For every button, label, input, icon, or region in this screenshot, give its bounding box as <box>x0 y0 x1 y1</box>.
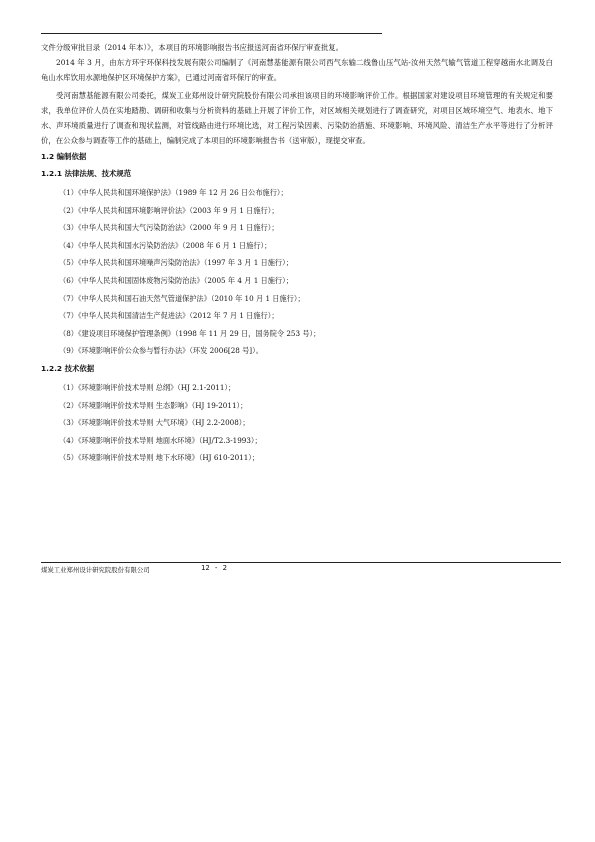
list-item: （2）《中华人民共和国环境影响评价法》（2003 年 9 月 1 日施行）； <box>59 205 279 215</box>
list-item: （8）《建设项目环境保护管理条例》（1998 年 11 月 29 日，国务院令 253 号）； <box>59 328 321 338</box>
list-item: （5）《中华人民共和国环境噪声污染防治法》（1997 年 3 月 1 日施行）； <box>59 258 293 268</box>
page-number: 12 - 2 <box>201 563 227 572</box>
list-item: （1）《环境影响评价技术导则 总纲》（HJ 2.1-2011）； <box>59 382 236 392</box>
footer-rule <box>41 562 561 563</box>
list-item: （7）《中华人民共和国清洁生产促进法》（2012 年 7 月 1 日施行）； <box>59 311 279 321</box>
section-heading-1-2-2: 1.2.2 技术依据 <box>41 363 95 373</box>
footer-organization: 煤炭工业郑州设计研究院股份有限公司 <box>41 566 150 574</box>
list-item: （4）《中华人民共和国水污染防治法》（2008 年 6 月 1 日施行）； <box>59 240 272 250</box>
page-content <box>41 40 553 467</box>
section-heading-1-2: 1.2 编制依据 <box>41 152 87 161</box>
technical-standards-list <box>41 379 553 467</box>
list-item: （1）《中华人民共和国环境保护法》（1989 年 12 月 26 日公布施行）； <box>59 188 288 197</box>
list-item: （3）《中华人民共和国大气污染防治法》（2000 年 9 月 1 日施行）； <box>59 223 279 233</box>
list-item: （7）《中华人民共和国石油天然气管道保护法》（2010 年 10 月 1 日施行）； <box>59 293 305 303</box>
header-rule <box>41 33 382 34</box>
paragraph-commission: 受河南慧基能源有限公司委托，煤炭工业郑州设计研究院股份有限公司承担该项目的环境影响评价工作。根据国家对建设项目环境管理的有关规定和要求，我单位评价人员在实地踏勘、调研和收集与分析资料的基础上开展了评价工作，对区域相关规划进行了调查研究，对项目区域环境空气、地表水、地下水、声环境质量进行了调查和现状监测，对管线路由进行环境比选，对工程污染因素、污染防治措施、环境影响、环境风险、清洁生产水平等进行了分析评价，在公众参与调查等工作的基础上，编制完成了本项目的环境影响报告书（送审版），现提交审查。 <box>41 91 553 145</box>
list-item: （6）《中华人民共和国固体废物污染防治法》（2005 年 4 月 1 日施行）； <box>59 275 293 285</box>
list-item: （5）《环境影响评价技术导则 地下水环境》（HJ 610-2011）； <box>59 453 260 463</box>
list-item: （9）《环境影响评价公众参与暂行办法》（环发 2006[28 号]）。 <box>59 346 263 356</box>
laws-list <box>41 184 553 360</box>
page-footer <box>41 562 561 574</box>
paragraph-continuation: 文件分级审批目录（2014 年本）》，本项目的环境影响报告书应报送河南省环保厅审查批复。 <box>41 43 343 52</box>
section-heading-1-2-1: 1.2.1 法律法规、技术规范 <box>41 169 132 178</box>
paragraph-protection-plan: 2014 年 3 月，由东方环宇环保科技发展有限公司编制了《河南慧基能源有限公司西气东输二线鲁山压气站-汝州天然气输气管道工程穿越南水北调及白龟山水库饮用水源地保护区环境保护方案》，已通过河南省环保厅的审查。 <box>41 58 553 82</box>
list-item: （4）《环境影响评价技术导则 地面水环境》（HJ/T2.3-1993）； <box>59 435 262 445</box>
list-item: （3）《环境影响评价技术导则 大气环境》（HJ 2.2-2008）； <box>59 418 250 428</box>
list-item: （2）《环境影响评价技术导则 生态影响》（HJ 19-2011）； <box>59 400 248 410</box>
